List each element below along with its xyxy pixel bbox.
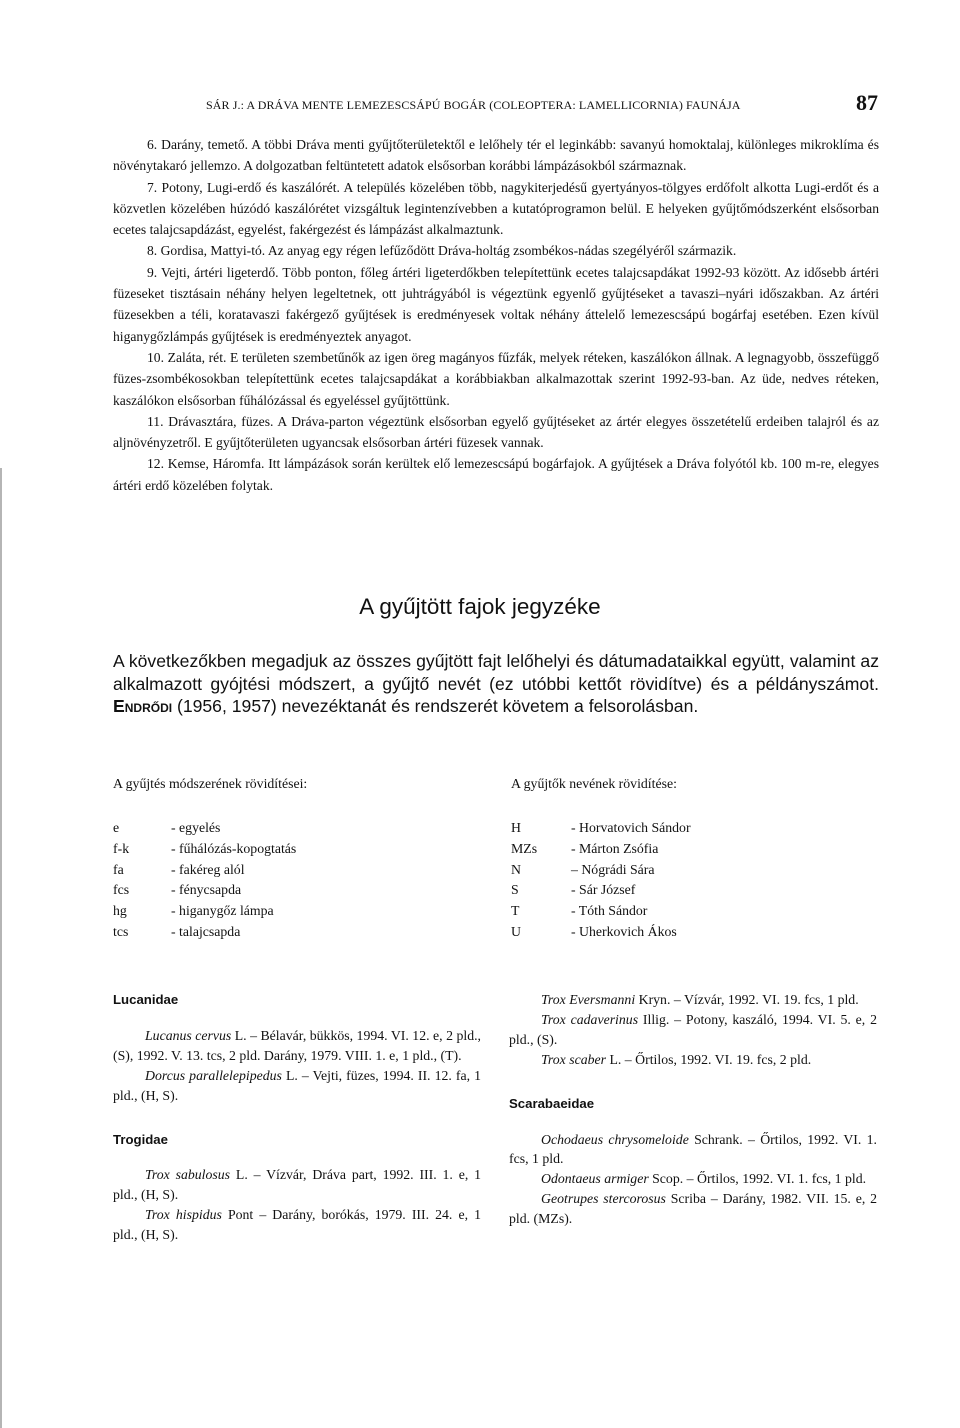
abbr-desc: - Uherkovich Ákos [571, 923, 677, 939]
species-entry [113, 1066, 481, 1106]
species-record: Schrank. – Őrtilos, 1992. VI. 1. fcs, 1 pld. [509, 1131, 877, 1167]
abbr-code: T [511, 903, 520, 919]
abbr-desc: - Sár József [571, 882, 636, 898]
paragraph-locality-12: 12. Kemse, Háromfa. Itt lámpázások során kerültek elő lemezescsápú bogárfajok. A gyűjtések a Dráva folyótól kb. 100 m-re, elegyes ártéri erdő közelében folytak. [113, 456, 879, 493]
species-entry [113, 1165, 481, 1205]
species-record: Illig. – Potony, kaszáló, 1994. VI. 5. e, 2 pld., (S). [509, 1011, 877, 1047]
abbr-row [511, 862, 881, 883]
species-entry [509, 990, 877, 1010]
paragraph-locality-7: 7. Potony, Lugi-erdő és kaszálórét. A település közelében több, nagykiterjedésű gyertyányos-tölgyes erdőfolt alkotta Lugi-erdőt és a közvetlen közelében húzódó kaszálórétet vizsgáltuk legintenzívebben a kutatóprogramon belül. E helyeken gyűjtőmódszerként elsősorban ecetes talajcsapdázást, egyelést, fakérgezést és lámpázást alkalmaztunk. [113, 179, 879, 238]
species-name: Dorcus parallelepipedus [145, 1067, 282, 1083]
species-record: Pont – Darány, borókás, 1979. III. 24. e, 1 pld., (H, S). [113, 1207, 481, 1243]
species-entry [509, 1189, 877, 1229]
species-name: Geotrupes stercorosus [541, 1191, 666, 1207]
species-record: L. – Bélavár, bükkös, 1994. VI. 12. e, 2 pld., (S), 1992. V. 13. tcs, 2 pld. Darány, 1979. VIII. 1. e, 1 pld., (T). [113, 1027, 481, 1063]
abbr-row [113, 903, 473, 924]
abbr-code: hg [113, 903, 127, 919]
abbr-code: f-k [113, 840, 130, 856]
page-number: 87 [856, 90, 878, 115]
family-heading-trogidae: Trogidae [113, 1131, 168, 1147]
intro-author: Endrődi [113, 696, 173, 716]
family-heading-scarabaeidae: Scarabaeidae [509, 1095, 595, 1111]
species-name: Trox hispidus [145, 1207, 222, 1223]
intro-paragraph [113, 650, 879, 718]
paragraph-locality-8: 8. Gordisa, Mattyi-tó. Az anyag egy régen lefűződött Dráva-holtág zsombékos-nádas szegélyéről származik. [147, 243, 737, 259]
method-abbreviations [113, 776, 473, 945]
species-record: L. – Őrtilos, 1992. VI. 19. fcs, 2 pld. [606, 1051, 812, 1067]
species-record: Scop. – Őrtilos, 1992. VI. 1. fcs, 1 pld. [648, 1171, 867, 1187]
species-record: Kryn. – Vízvár, 1992. VI. 19. fcs, 1 pld. [635, 992, 859, 1007]
abbr-code: N [511, 861, 521, 877]
paragraph-locality-10: 10. Zaláta, rét. E területen szembetűnők az igen öreg magányos fűzfák, melyek réteken, kaszálókon állnak. A legnagyobb, összefüggő füzes-zsombékosokban telepítettünk ecetes talajcsapdákat a korábbiakban alkalmazottak szerint 1992-93-ban. Az üde, nedves réteken, kaszálókon elsősorban fűhálózással és egyeléssel gyűjtöttünk. [113, 349, 879, 408]
abbr-row [113, 862, 473, 883]
species-entry [509, 1130, 877, 1170]
species-name: Trox scaber [541, 1051, 607, 1067]
species-record: L. – Vízvár, Dráva part, 1992. III. 1. e, 1 pld., (H, S). [113, 1167, 481, 1203]
abbr-desc: - Tóth Sándor [571, 903, 648, 919]
collector-abbreviations [511, 776, 881, 945]
locality-descriptions [113, 134, 879, 496]
abbr-desc: - Horvatovich Sándor [571, 820, 691, 835]
collector-abbreviations-heading: A gyűjtők nevének rövidítése: [511, 776, 677, 791]
species-entry [509, 1010, 877, 1050]
paragraph-locality-9: 9. Vejti, ártéri ligeterdő. Több ponton, főleg ártéri ligeterdőkben telepítettünk ecetes talajcsapdákat 1992-93 között. Az idősebb ártéri füzeseket tisztásain néhány helyen legeltetnek, ott juhtrágyából is végeztünk egyenlő gyűjtéseket a tavaszi–nyári időszakban. Az ártéri füzesekben a téli, koratavaszi fakérgező gyűjtések is eredményesek voltak néhány áttelelő lemezescsápú bogárfaj esetében. Ezen kívül higanygőzlámpás gyűjtések is eredményeztek anyagot. [113, 264, 879, 344]
species-column-left [113, 990, 481, 1245]
species-record: L. – Vejti, füzes, 1994. II. 12. fa, 1 pld., (H, S). [113, 1067, 481, 1103]
species-entry [113, 1026, 481, 1066]
species-record: Scriba – Darány, 1982. VII. 15. e, 2 pld. (MZs). [509, 1191, 877, 1227]
abbr-row [511, 841, 881, 862]
species-name: Trox cadaverinus [541, 1011, 639, 1027]
abbr-desc: - fűhálózás-kopogtatás [171, 840, 297, 856]
intro-text-after: (1956, 1957) nevezéktanát és rendszerét követem a felsorolásban. [176, 696, 699, 716]
abbr-row [113, 924, 473, 945]
abbr-desc: - Márton Zsófia [571, 840, 659, 856]
abbr-code: tcs [113, 923, 129, 939]
species-name: Lucanus cervus [145, 1027, 232, 1043]
abbr-desc: - higanygőz lámpa [171, 903, 274, 919]
paragraph-locality-6: 6. Darány, temető. A többi Dráva menti gyűjtőterületektől e lelőhely tér el leginkább: savanyú homoktalaj, különleges mikroklíma és növénytakaró jellemzo. A dolgozatban feltüntetett adatok elsősorban korábbi lámpázásokból származnak. [113, 137, 879, 174]
abbr-row [511, 820, 881, 841]
abbr-code: fcs [113, 882, 130, 898]
species-entry [509, 1050, 877, 1070]
intro-text-before: A következőkben megadjuk az összes gyűjtött fajt lelőhelyi és dátumadataikkal együtt, valamint az alkalmazott gyójtési módszert, a gyűjtő nevét (ez utóbbi kettőt rövidítve) és a példányszámot. [113, 651, 879, 694]
running-head: SÁR J.: A DRÁVA MENTE LEMEZESCSÁPÚ BOGÁR (COLEOPTERA: LAMELLICORNIA) FAUNÁJA [206, 98, 741, 112]
species-entry [509, 1169, 877, 1189]
abbr-desc: - egyelés [171, 820, 221, 835]
abbr-code: MZs [511, 840, 538, 856]
method-abbreviations-heading: A gyűjtés módszerének rövidítései: [113, 776, 308, 791]
section-title: A gyűjtött fajok jegyzéke [359, 594, 601, 619]
species-column-right [509, 990, 877, 1229]
abbr-desc: – Nógrádi Sára [571, 861, 655, 877]
abbr-code: U [511, 923, 521, 939]
abbr-desc: - talajcsapda [171, 923, 241, 939]
abbr-row [113, 820, 473, 841]
abbr-desc: - fakéreg alól [171, 861, 245, 877]
species-entry [113, 1205, 481, 1245]
species-name: Trox sabulosus [145, 1167, 231, 1183]
abbr-code: H [511, 820, 521, 835]
abbr-code: fa [113, 861, 124, 877]
abbr-row [113, 841, 473, 862]
abbr-row [511, 882, 881, 903]
abbr-row [511, 903, 881, 924]
abbr-row [113, 882, 473, 903]
abbr-desc: - fénycsapda [171, 882, 242, 898]
family-heading-lucanidae: Lucanidae [113, 992, 179, 1007]
abbr-code: e [113, 820, 120, 835]
species-name: Odontaeus armiger [541, 1171, 649, 1187]
species-name: Trox Eversmanni [541, 992, 636, 1007]
abbr-code: S [511, 882, 519, 898]
abbr-row [511, 924, 881, 945]
page-header [206, 90, 878, 122]
species-name: Ochodaeus chrysomeloide [541, 1131, 689, 1147]
paragraph-locality-11: 11. Drávasztára, füzes. A Dráva-parton végeztünk elsősorban egyelő gyűjtéseket az ártér elegyes összetételű erdeiben talajról és az aljnövényzetről. E gyűjtőterületen ugyancsak elsősorban ártéri füzesek vannak. [113, 413, 879, 451]
